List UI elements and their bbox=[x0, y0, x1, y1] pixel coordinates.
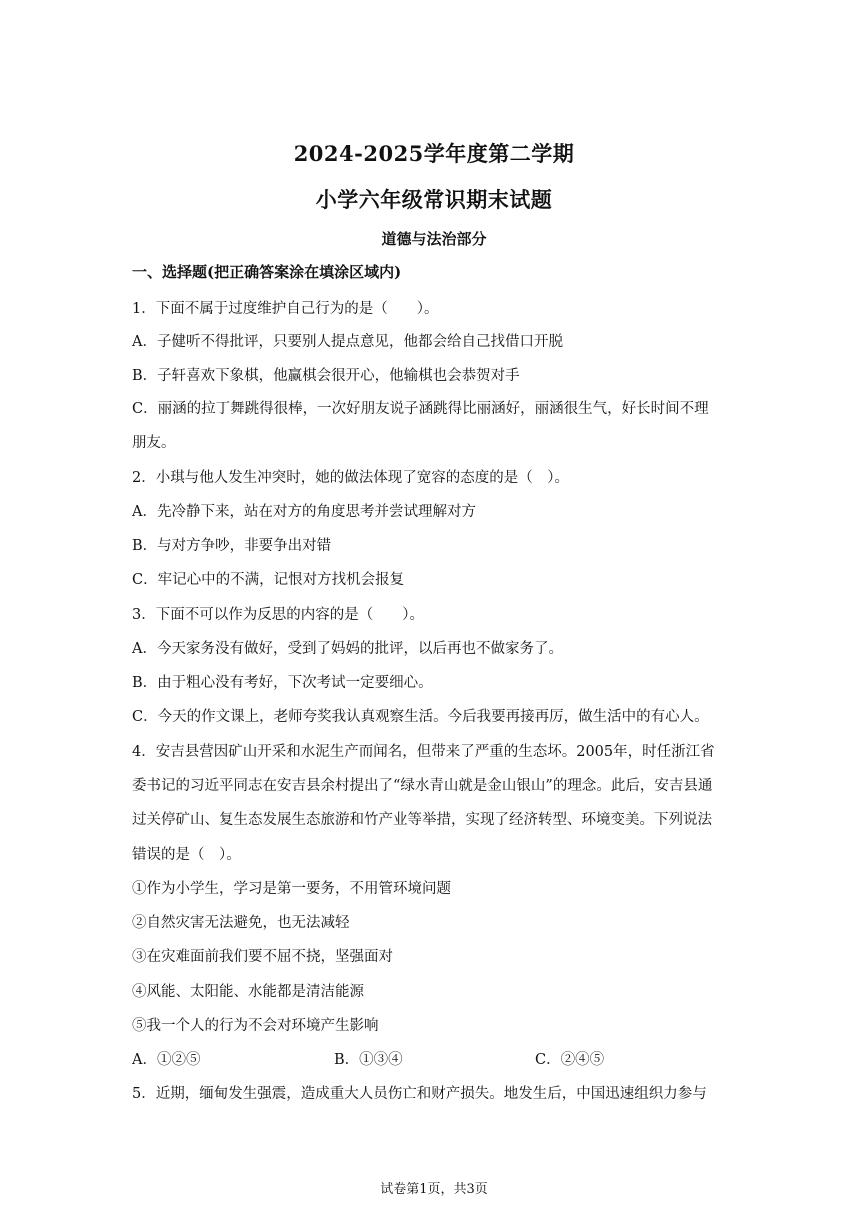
question-line: A．先冷静下来，站在对方的角度思考并尝试理解对方 bbox=[132, 504, 476, 520]
question-line: 4．安吉县营因矿山开采和水泥生产而闻名，但带来了严重的生态坏。2005年，时任浙江省 bbox=[132, 744, 715, 760]
question-line: B．由于粗心没有考好，下次考试一定要细心。 bbox=[132, 675, 433, 691]
option-c: C．②④⑤ bbox=[535, 1052, 605, 1068]
question-line: 朋友。 bbox=[132, 435, 176, 451]
question-line: 1．下面不属于过度维护自己行为的是（ ）。 bbox=[132, 301, 439, 317]
question-line: B．子轩喜欢下象棋，他赢棋会很开心，他输棋也会恭贺对手 bbox=[132, 368, 520, 384]
question-line: C．牢记心中的不满，记恨对方找机会报复 bbox=[132, 572, 405, 588]
question-line: 过关停矿山、复生态发展生态旅游和竹产业等举措，实现了经济转型、环境变美。下列说法 bbox=[132, 812, 712, 828]
option-b: B．①③④ bbox=[334, 1052, 403, 1068]
question-line: 2．小琪与他人发生冲突时，她的做法体现了宽容的态度的是（ ）。 bbox=[132, 470, 569, 486]
question-4-options bbox=[132, 1048, 732, 1068]
question-line: A．子健听不得批评，只要别人提点意见，他都会给自己找借口开脱 bbox=[132, 334, 563, 350]
question-line: B．与对方争吵，非要争出对错 bbox=[132, 538, 332, 554]
question-line: ④风能、太阳能、水能都是清洁能源 bbox=[132, 984, 364, 1000]
question-line: C．丽涵的拉丁舞跳得很棒，一次好朋友说子涵跳得比丽涵好，丽涵很生气，好长时间不理 bbox=[132, 401, 709, 417]
question-line: 5．近期，缅甸发生强震，造成重大人员伤亡和财产损失。地发生后，中国迅速组织力参与 bbox=[132, 1086, 707, 1102]
question-line: 错误的是（ ）。 bbox=[132, 847, 241, 863]
question-line: 委书记的习近平同志在安吉县余村提出了“绿水青山就是金山银山”的理念。此后，安吉县通 bbox=[132, 778, 713, 794]
option-a: A．①②⑤ bbox=[132, 1052, 201, 1068]
question-line: ①作为小学生，学习是第一要务，不用管环境问题 bbox=[132, 881, 451, 897]
question-line: ②自然灾害无法避免，也无法减轻 bbox=[132, 915, 350, 931]
page-footer: 试卷第1页，共3页 bbox=[380, 1182, 488, 1197]
subject-title: 道德与法治部分 bbox=[381, 230, 487, 248]
question-line: ③在灾难面前我们要不屈不挠，坚强面对 bbox=[132, 949, 393, 965]
section-heading: 一、选择题(把正确答案涂在填涂区域内) bbox=[132, 263, 402, 281]
exam-title: 小学六年级常识期末试题 bbox=[315, 187, 553, 212]
exam-year-title: 2024-2025学年度第二学期 bbox=[293, 141, 575, 166]
question-line: C．今天的作文课上，老师夸奖我认真观察生活。今后我要再接再厉，做生活中的有心人。 bbox=[132, 709, 709, 725]
question-line: ⑤我一个人的行为不会对环境产生影响 bbox=[132, 1018, 379, 1034]
question-line: A．今天家务没有做好，受到了妈妈的批评，以后再也不做家务了。 bbox=[132, 641, 563, 657]
question-line: 3．下面不可以作为反思的内容的是（ ）。 bbox=[132, 607, 424, 623]
